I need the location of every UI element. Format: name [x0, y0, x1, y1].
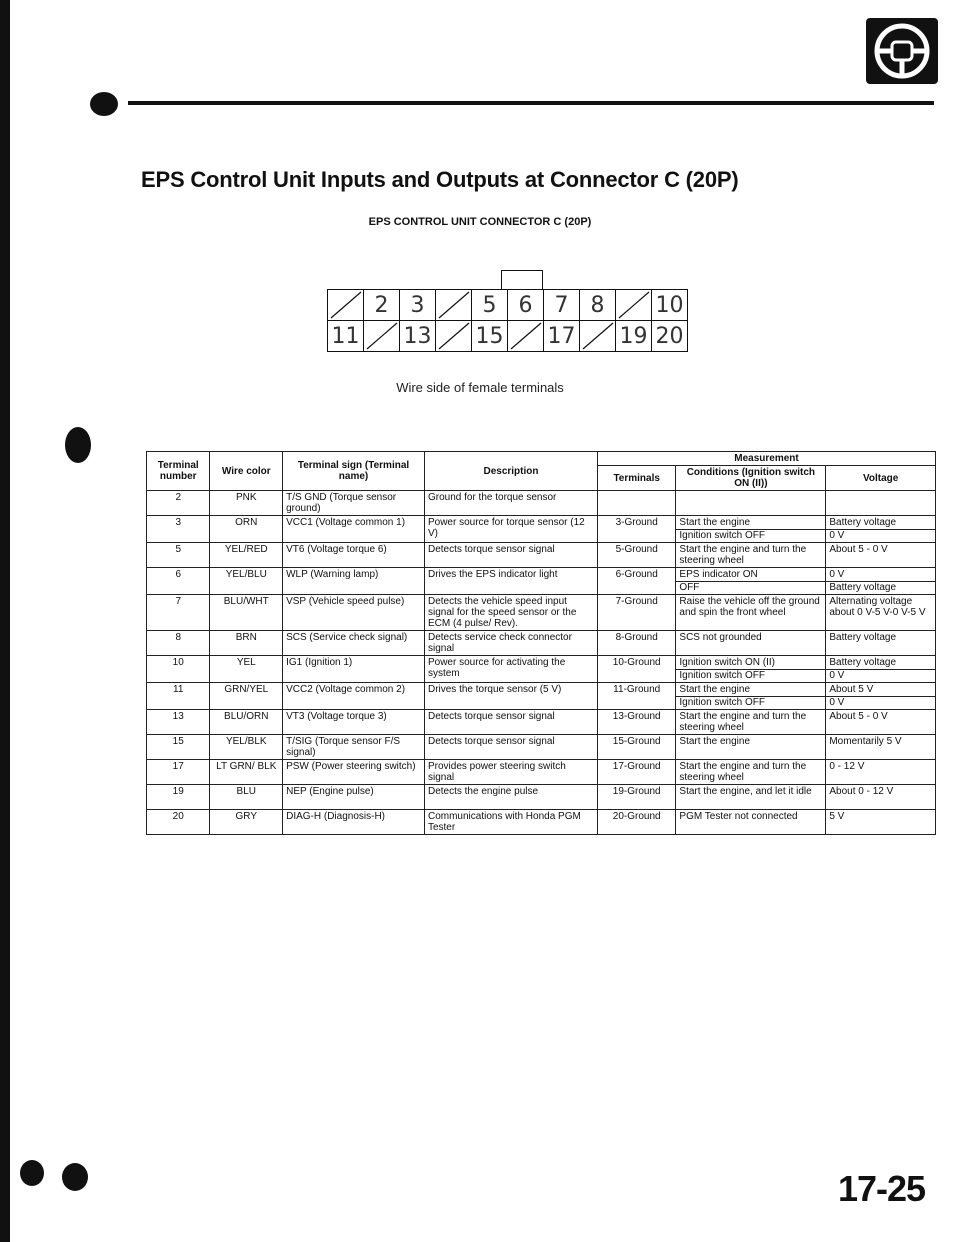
cell-description [424, 810, 597, 835]
cell-terminals [597, 568, 675, 595]
cell-terminal-sign [283, 516, 425, 543]
cell-terminals [597, 516, 675, 543]
cell-description-text: Drives the torque sensor (5 V) [427, 684, 562, 695]
cell-conditions-text-2: Ignition switch OFF [676, 696, 825, 708]
cell-terminal-number-text: 10 [172, 657, 184, 668]
cell-terminal-sign-text: VT6 (Voltage torque 6) [286, 544, 387, 555]
cell-description-text: Detects torque sensor signal [427, 736, 555, 747]
cell-wire-color [210, 760, 283, 785]
cell-conditions-text: Start the engine and turn the steering wheel [679, 711, 807, 733]
pin-cell: 19 [616, 321, 652, 352]
cell-terminal-number [147, 543, 210, 568]
cell-terminal-number-text: 7 [175, 596, 181, 607]
cell-wire-color [210, 543, 283, 568]
cell-voltage [826, 568, 936, 595]
pin-cell: 5 [472, 290, 508, 321]
cell-terminal-number [147, 491, 210, 516]
cell-terminal-number-text: 5 [175, 544, 181, 555]
cell-conditions [676, 491, 826, 516]
cell-terminal-number-text: 17 [172, 761, 184, 772]
table-row [147, 810, 936, 835]
cell-terminals [597, 595, 675, 631]
cell-conditions [676, 631, 826, 656]
cell-conditions-text: Start the engine and turn the steering wheel [679, 544, 807, 566]
pin-cell-empty [364, 321, 400, 352]
cell-conditions-text: Raise the vehicle off the ground and spin the front wheel [679, 596, 820, 618]
page-title: EPS Control Unit Inputs and Outputs at Connector C (20P) [141, 167, 739, 192]
cell-conditions [676, 760, 826, 785]
cell-terminal-number-text: 15 [172, 736, 184, 747]
cell-terminals-text: 15-Ground [612, 736, 661, 747]
cell-terminal-sign-text: VSP (Vehicle speed pulse) [286, 596, 405, 607]
cell-conditions [676, 543, 826, 568]
left-margin-bar [0, 0, 10, 1242]
pin-cell: 2 [364, 290, 400, 321]
cell-terminals-text: 6-Ground [615, 569, 658, 580]
pin-cell: 3 [400, 290, 436, 321]
cell-description-text: Communications with Honda PGM Tester [427, 811, 581, 833]
cell-wire-color-text: YEL/BLK [225, 736, 267, 747]
cell-conditions-text: Start the engine [679, 684, 751, 695]
pin-cell-empty [436, 321, 472, 352]
cell-terminal-number [147, 631, 210, 656]
cell-terminals-text: 7-Ground [615, 596, 658, 607]
cell-conditions-text: EPS indicator ON [679, 569, 758, 580]
pin-cell: 15 [472, 321, 508, 352]
pin-cell: 10 [652, 290, 688, 321]
cell-description-text: Ground for the torque sensor [427, 492, 557, 503]
table-row [147, 656, 936, 683]
table-row [147, 683, 936, 710]
cell-terminals [597, 785, 675, 810]
bullet-dot [90, 92, 118, 116]
cell-terminals [597, 760, 675, 785]
cell-wire-color-text: PNK [235, 492, 257, 503]
cell-description [424, 735, 597, 760]
connector-caption: Wire side of female terminals [396, 380, 564, 395]
cell-conditions [676, 810, 826, 835]
cell-wire-color-text: LT GRN/ BLK [216, 761, 277, 772]
cell-voltage-text: 0 V [829, 569, 845, 580]
cell-voltage [826, 595, 936, 631]
connector-lock-tab [501, 270, 543, 290]
header-conditions: Conditions (Ignition switch ON (II)) [676, 466, 826, 491]
cell-terminal-number-text: 2 [175, 492, 181, 503]
cell-terminal-number [147, 568, 210, 595]
cell-terminal-sign-text: VT3 (Voltage torque 3) [286, 711, 387, 722]
cell-voltage-text: Battery voltage [829, 657, 897, 668]
header-description: Description [424, 452, 597, 491]
cell-terminal-number [147, 760, 210, 785]
cell-description [424, 631, 597, 656]
cell-terminals [597, 543, 675, 568]
cell-voltage-text: Battery voltage [829, 517, 897, 528]
cell-conditions-text: PGM Tester not connected [679, 811, 798, 822]
cell-terminal-number-text: 13 [172, 711, 184, 722]
cell-wire-color [210, 785, 283, 810]
cell-terminals [597, 683, 675, 710]
cell-terminals [597, 710, 675, 735]
cell-wire-color-text: YEL/BLU [225, 569, 267, 580]
pin-cell: 6 [508, 290, 544, 321]
cell-terminal-sign-text: PSW (Power steering switch) [286, 761, 416, 772]
cell-description-text: Drives the EPS indicator light [427, 569, 558, 580]
pin-cell-empty [580, 321, 616, 352]
cell-terminal-number-text: 19 [172, 786, 184, 797]
cell-voltage-text: About 5 - 0 V [829, 544, 888, 555]
cell-terminal-sign [283, 543, 425, 568]
cell-description [424, 760, 597, 785]
cell-terminals-text: 19-Ground [612, 786, 661, 797]
cell-wire-color-text: BLU/WHT [223, 596, 269, 607]
cell-wire-color [210, 735, 283, 760]
cell-voltage [826, 810, 936, 835]
cell-wire-color-text: BLU [236, 786, 256, 797]
pin-cell: 7 [544, 290, 580, 321]
cell-wire-color [210, 631, 283, 656]
cell-terminal-number [147, 595, 210, 631]
table-row [147, 516, 936, 543]
cell-terminal-number-text: 11 [173, 684, 184, 695]
cell-description [424, 516, 597, 543]
cell-wire-color-text: ORN [235, 517, 258, 528]
cell-description [424, 710, 597, 735]
cell-terminal-number [147, 683, 210, 710]
cell-conditions [676, 516, 826, 543]
cell-terminal-number-text: 3 [175, 517, 181, 528]
cell-wire-color-text: GRN/YEL [224, 684, 269, 695]
cell-terminal-sign [283, 568, 425, 595]
page-number: 17-25 [838, 1168, 926, 1209]
cell-description [424, 785, 597, 810]
cell-terminal-sign [283, 785, 425, 810]
cell-wire-color [210, 516, 283, 543]
cell-terminals-text: 11-Ground [613, 684, 661, 695]
cell-description-text: Detects the vehicle speed input signal for the speed sensor or the ECM (4 pulse/ Rev). [427, 596, 577, 629]
header-terminal-number: Terminal number [147, 452, 210, 491]
cell-conditions-text: Start the engine, and let it idle [679, 786, 812, 797]
cell-description [424, 683, 597, 710]
table-row [147, 595, 936, 631]
cell-voltage-text: 0 - 12 V [829, 761, 865, 772]
table-row [147, 710, 936, 735]
cell-wire-color-text: BRN [235, 632, 257, 643]
table-row [147, 543, 936, 568]
cell-voltage-text: Momentarily 5 V [829, 736, 902, 747]
cell-conditions-text: Start the engine and turn the steering wheel [679, 761, 807, 783]
cell-terminals-text: 10-Ground [612, 657, 661, 668]
cell-description [424, 491, 597, 516]
cell-terminal-sign-text: T/SIG (Torque sensor F/S signal) [286, 736, 401, 758]
header-rule [128, 101, 934, 105]
table-row [147, 491, 936, 516]
header-terminal-sign: Terminal sign (Terminal name) [283, 452, 425, 491]
cell-conditions [676, 683, 826, 710]
cell-description-text: Detects service check connector signal [427, 632, 572, 654]
cell-terminals-text: 20-Ground [612, 811, 661, 822]
cell-terminals-text: 5-Ground [615, 544, 658, 555]
table-row [147, 760, 936, 785]
cell-terminals [597, 656, 675, 683]
cell-description-text: Power source for torque sensor (12 V) [427, 517, 585, 539]
pin-cell: 11 [328, 321, 364, 352]
cell-terminal-number [147, 785, 210, 810]
connector-title: EPS CONTROL UNIT CONNECTOR C (20P) [368, 216, 592, 228]
cell-voltage-text: About 5 - 0 V [829, 711, 888, 722]
cell-voltage [826, 656, 936, 683]
cell-conditions [676, 568, 826, 595]
cell-description-text: Power source for activating the system [427, 657, 566, 679]
cell-terminal-sign [283, 656, 425, 683]
header-measurement: Measurement [597, 452, 935, 466]
header-wire-color: Wire color [210, 452, 283, 491]
cell-terminal-number [147, 810, 210, 835]
cell-terminals-text: 3-Ground [615, 517, 658, 528]
cell-voltage [826, 491, 936, 516]
cell-wire-color [210, 683, 283, 710]
header-terminals: Terminals [597, 466, 675, 491]
cell-description-text: Provides power steering switch signal [427, 761, 566, 783]
pin-cell-empty [508, 321, 544, 352]
pin-cell-empty [436, 290, 472, 321]
cell-wire-color-text: YEL [236, 657, 256, 668]
cell-terminal-sign-text: NEP (Engine pulse) [286, 786, 374, 797]
cell-terminal-sign [283, 683, 425, 710]
cell-description-text: Detects torque sensor signal [427, 544, 555, 555]
cell-wire-color-text: GRY [235, 811, 258, 822]
cell-description-text: Detects the engine pulse [427, 786, 539, 797]
header-voltage: Voltage [826, 466, 936, 491]
cell-terminals-text: 8-Ground [615, 632, 658, 643]
cell-terminal-number-text: 6 [175, 569, 181, 580]
cell-conditions-text-2: Ignition switch OFF [676, 669, 825, 681]
cell-voltage [826, 683, 936, 710]
cell-conditions-text-2: Ignition switch OFF [676, 529, 825, 541]
cell-terminal-sign-text: T/S GND (Torque sensor ground) [286, 492, 397, 514]
cell-voltage-text-2: Battery voltage [826, 581, 935, 593]
cell-conditions [676, 656, 826, 683]
terminal-spec-table [146, 451, 936, 835]
cell-description-text: Detects torque sensor signal [427, 711, 555, 722]
cell-voltage [826, 710, 936, 735]
cell-terminal-sign-text: WLP (Warning lamp) [286, 569, 379, 580]
cell-terminal-sign [283, 710, 425, 735]
cell-terminal-sign [283, 595, 425, 631]
cell-terminal-sign-text: IG1 (Ignition 1) [286, 657, 353, 668]
cell-terminal-sign-text: DIAG-H (Diagnosis-H) [286, 811, 385, 822]
bullet-dot [62, 1163, 88, 1191]
cell-conditions [676, 735, 826, 760]
cell-terminal-number [147, 516, 210, 543]
cell-wire-color-text: YEL/RED [224, 544, 268, 555]
cell-voltage [826, 760, 936, 785]
cell-terminal-number-text: 8 [175, 632, 181, 643]
cell-terminal-sign-text: VCC1 (Voltage common 1) [286, 517, 406, 528]
cell-voltage-text: About 0 - 12 V [829, 786, 894, 797]
cell-voltage-text: Alternating voltage about 0 V-5 V-0 V-5 V [829, 596, 926, 618]
cell-voltage [826, 516, 936, 543]
cell-conditions-text-2: OFF [676, 581, 825, 593]
cell-voltage [826, 785, 936, 810]
cell-wire-color [210, 491, 283, 516]
cell-voltage-text: 5 V [829, 811, 845, 822]
cell-terminal-number [147, 710, 210, 735]
cell-terminal-sign-text: SCS (Service check signal) [286, 632, 408, 643]
cell-wire-color [210, 810, 283, 835]
cell-description [424, 656, 597, 683]
cell-wire-color-text: BLU/ORN [224, 711, 269, 722]
cell-conditions-text: SCS not grounded [679, 632, 762, 643]
table-row [147, 785, 936, 810]
cell-voltage-text-2: 0 V [826, 669, 935, 681]
cell-conditions-text: Start the engine [679, 517, 751, 528]
cell-terminal-sign [283, 760, 425, 785]
table-row [147, 631, 936, 656]
cell-conditions [676, 595, 826, 631]
pin-cell: 20 [652, 321, 688, 352]
cell-description [424, 543, 597, 568]
cell-terminals [597, 810, 675, 835]
cell-conditions-text: Ignition switch ON (II) [679, 657, 775, 668]
pin-cell: 17 [544, 321, 580, 352]
cell-terminal-number [147, 735, 210, 760]
cell-terminals [597, 631, 675, 656]
cell-voltage-text-2: 0 V [826, 696, 935, 708]
cell-wire-color [210, 656, 283, 683]
cell-terminals [597, 491, 675, 516]
cell-terminal-sign [283, 631, 425, 656]
cell-voltage-text: Battery voltage [829, 632, 897, 643]
bullet-dot [20, 1160, 44, 1186]
pin-cell-empty [616, 290, 652, 321]
cell-terminal-sign [283, 810, 425, 835]
cell-voltage-text: About 5 V [829, 684, 874, 695]
cell-voltage [826, 543, 936, 568]
connector-pin-diagram [327, 289, 688, 352]
cell-terminal-number-text: 20 [172, 811, 184, 822]
cell-terminal-sign-text: VCC2 (Voltage common 2) [286, 684, 406, 695]
cell-conditions [676, 785, 826, 810]
cell-conditions [676, 710, 826, 735]
cell-voltage-text-2: 0 V [826, 529, 935, 541]
cell-description [424, 595, 597, 631]
table-row [147, 568, 936, 595]
cell-wire-color [210, 710, 283, 735]
cell-description [424, 568, 597, 595]
bullet-dot [65, 427, 91, 463]
cell-terminals-text: 13-Ground [612, 711, 661, 722]
table-row [147, 735, 936, 760]
cell-terminal-sign [283, 491, 425, 516]
cell-wire-color [210, 568, 283, 595]
steering-wheel-icon [866, 18, 938, 84]
cell-conditions-text: Start the engine [679, 736, 751, 747]
cell-terminals-text: 17-Ground [612, 761, 661, 772]
pin-cell: 8 [580, 290, 616, 321]
cell-voltage [826, 735, 936, 760]
cell-terminal-sign [283, 735, 425, 760]
cell-terminals [597, 735, 675, 760]
pin-cell-empty [328, 290, 364, 321]
cell-voltage [826, 631, 936, 656]
pin-cell: 13 [400, 321, 436, 352]
cell-wire-color [210, 595, 283, 631]
cell-terminal-number [147, 656, 210, 683]
